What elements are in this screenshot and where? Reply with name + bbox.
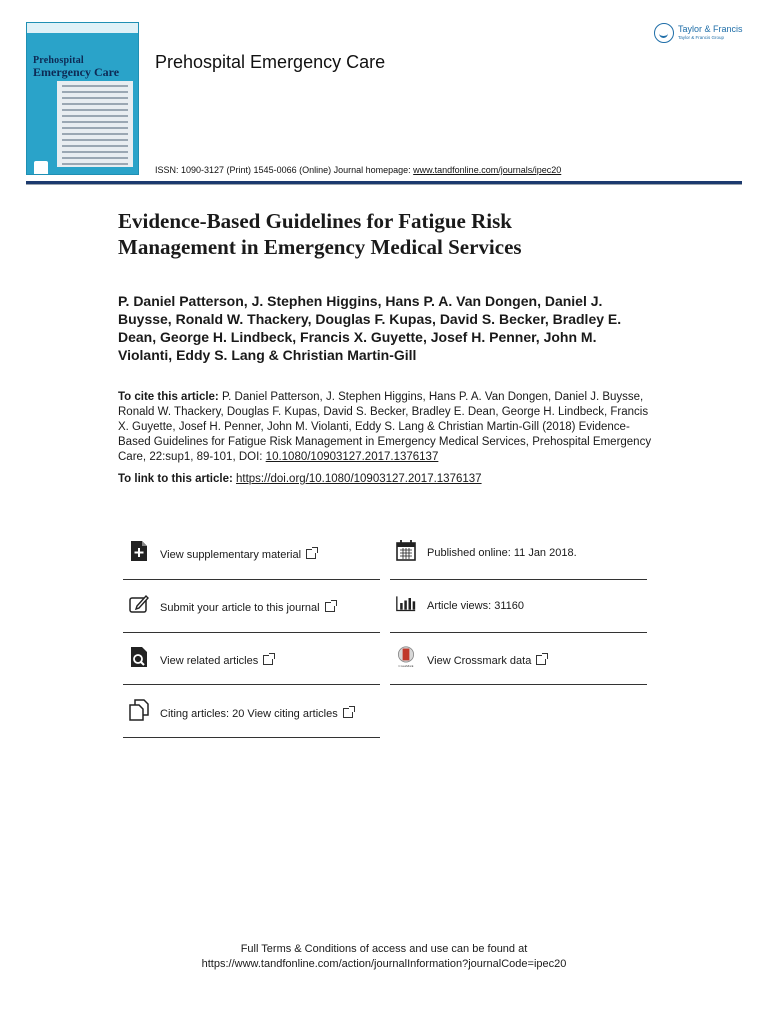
- external-link-icon: [325, 602, 335, 612]
- bar-chart-icon: [396, 592, 416, 614]
- calendar-icon: [396, 539, 416, 561]
- edit-icon: [129, 593, 149, 615]
- terms-footer: [0, 942, 768, 972]
- external-link-icon: [306, 549, 316, 559]
- author-list: P. Daniel Patterson, J. Stephen Higgins, Hans P. A. Van Dongen, Daniel J. Buysse, Ronald W. Thackery, Douglas F. Kupas, David S. Becker, Bradley E. Dean, George H. Lindbeck, Francis X. Guyette, Josef H. Penner, John M. Violanti, Eddy S. Lang & Christian Martin-Gill: [118, 293, 622, 363]
- citation-text: P. Daniel Patterson, J. Stephen Higgins, Hans P. A. Van Dongen, Daniel J. Buysse, Ronald W. Thackery, Douglas F. Kupas, David S. Becker, Bradley E. Dean, George H. Lindbeck, Francis X. Guyette, Josef H. Penner, John M. Violanti, Eddy S. Lang & Christian Martin-Gill (2018) Evidence-Based Guidelines for Fatigue Risk Management in Emergency Medical Services, Prehospital Emergency Care, 22:sup1, 89-101, DOI:: [118, 391, 652, 463]
- published-online-label: Published online: 11 Jan 2018.: [427, 547, 577, 559]
- article-title-line2: Management in Emergency Medical Services: [118, 235, 522, 259]
- divider: [390, 684, 647, 685]
- related-articles-label: View related articles: [160, 655, 259, 667]
- supplementary-label: View supplementary material: [160, 549, 302, 561]
- citation-label: To cite this article:: [118, 391, 219, 403]
- crossmark-icon: [396, 646, 416, 668]
- issn-text: ISSN: 1090-3127 (Print) 1545-0066 (Online) Journal homepage:: [155, 165, 414, 175]
- citing-documents-icon: [129, 699, 149, 721]
- published-online-info: [390, 529, 647, 581]
- article-views-info: [390, 582, 647, 634]
- related-articles-link[interactable]: [123, 636, 380, 688]
- footer-line1: Full Terms & Conditions of access and use can be found at: [240, 943, 528, 955]
- publisher-logo: [654, 22, 746, 46]
- publisher-group: Taylor & Francis Group: [678, 35, 725, 40]
- citation-block: [118, 390, 658, 465]
- citing-articles-label: Citing articles: 20 View citing articles: [160, 708, 338, 720]
- file-plus-icon: [129, 540, 149, 562]
- external-link-icon: [536, 655, 546, 665]
- issn-line: [155, 165, 561, 175]
- journal-name: Prehospital Emergency Care: [155, 52, 386, 72]
- submit-article-link[interactable]: [123, 583, 380, 635]
- taylor-francis-logo-icon: [654, 23, 674, 43]
- article-views-label: Article views: 31160: [427, 600, 525, 612]
- crossmark-link[interactable]: [390, 636, 647, 688]
- article-doi-url[interactable]: https://doi.org/10.1080/10903127.2017.1376137: [236, 473, 482, 485]
- journal-homepage-link[interactable]: www.tandfonline.com/journals/ipec20: [413, 165, 562, 175]
- crossmark-label: View Crossmark data: [427, 655, 532, 667]
- footer-terms-link[interactable]: https://www.tandfonline.com/action/journalInformation?journalCode=ipec20: [201, 958, 567, 970]
- article-title: [118, 208, 678, 260]
- search-document-icon: [129, 646, 149, 668]
- cover-title-line1: Prehospital: [33, 55, 84, 66]
- divider: [123, 632, 380, 633]
- external-link-icon: [263, 655, 273, 665]
- publisher-name: Taylor & Francis: [678, 24, 743, 34]
- divider: [123, 737, 380, 738]
- svg-text:CrossMark: CrossMark: [398, 664, 414, 668]
- journal-cover-image: [26, 22, 139, 175]
- cover-title-line2: Emergency Care: [33, 65, 120, 79]
- divider: [390, 579, 647, 580]
- divider: [123, 579, 380, 580]
- article-title-line1: Evidence-Based Guidelines for Fatigue Risk: [118, 209, 512, 233]
- doi-link[interactable]: 10.1080/10903127.2017.1376137: [265, 451, 439, 463]
- link-label: To link to this article:: [118, 473, 236, 485]
- supplementary-material-link[interactable]: [123, 530, 380, 582]
- article-link-line: [118, 473, 482, 485]
- divider: [390, 632, 647, 633]
- submit-article-label: Submit your article to this journal: [160, 602, 320, 614]
- citing-articles-link[interactable]: [123, 689, 380, 741]
- header-rule-thin: [26, 184, 742, 185]
- divider: [123, 684, 380, 685]
- external-link-icon: [343, 708, 353, 718]
